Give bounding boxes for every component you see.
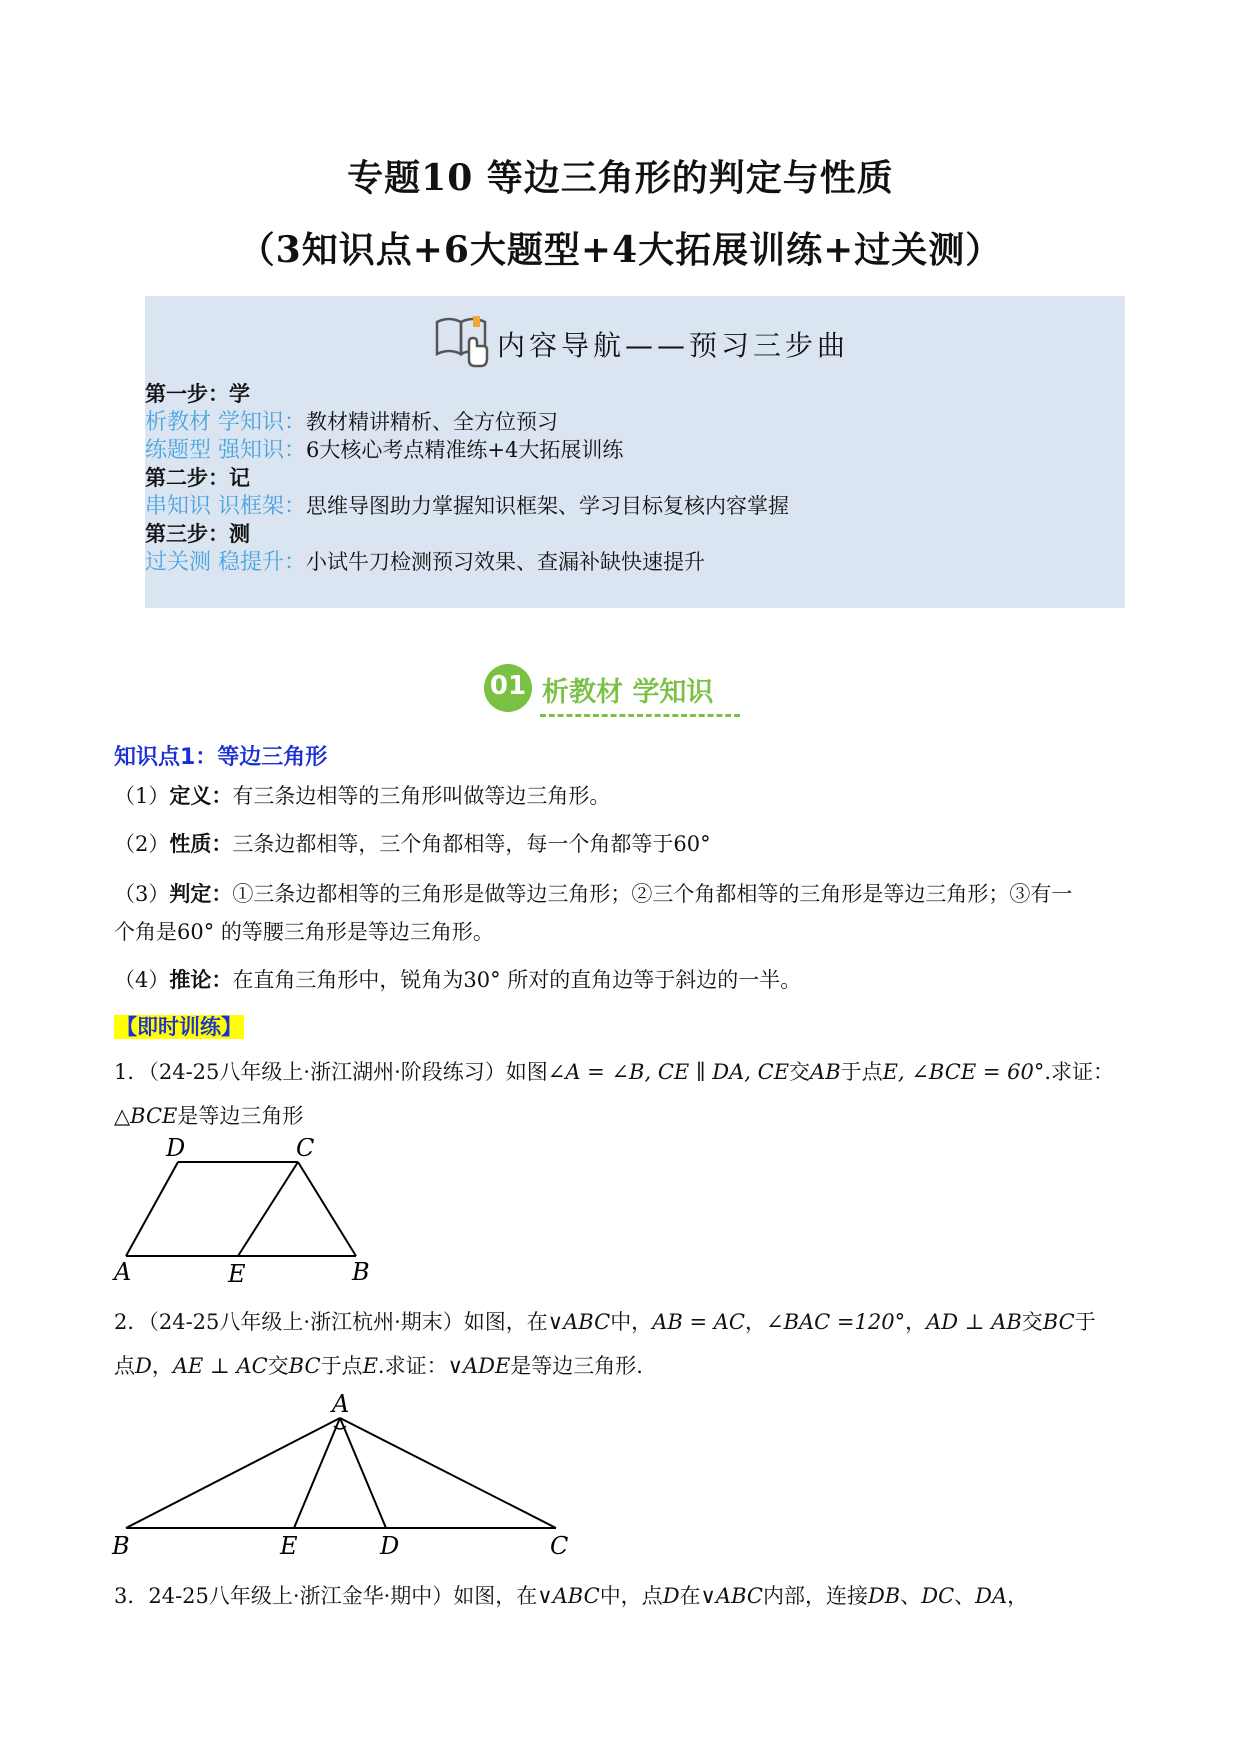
problem-2-line-2: 点D，AE ⊥ AC交BC于点E.求证：∨ADE是等边三角形. bbox=[114, 1354, 643, 1378]
nav-row-practice bbox=[145, 436, 623, 465]
section-badge bbox=[482, 662, 762, 718]
label-e: E bbox=[228, 1260, 246, 1288]
navigation-header bbox=[145, 308, 1125, 370]
nav-row-text: 小试牛刀检测预习效果、查漏补缺快速提升 bbox=[306, 550, 705, 574]
label-c: C bbox=[550, 1532, 569, 1558]
problem-1-line-1: 1．（24-25八年级上·浙江湖州·阶段练习）如图∠A = ∠B, CE ∥ DA, CE交AB于点E, ∠BCE = 60°.求证： bbox=[114, 1060, 1115, 1084]
navigation-title: 内容导航——预习三步曲 bbox=[497, 329, 850, 362]
problem-1-figure bbox=[108, 1138, 378, 1288]
nav-row-text: 思维导图助力掌握知识框架、学习目标复核内容掌握 bbox=[306, 494, 789, 518]
step-2-heading: 第二步：记 bbox=[145, 466, 250, 490]
nav-row-analyze bbox=[145, 408, 558, 437]
problem-2-line-1: 2．（24-25八年级上·浙江杭州·期末）如图，在∨ABC中，AB = AC，∠BAC =120°，AD ⊥ AB交BC于 bbox=[114, 1310, 1096, 1334]
label-a: A bbox=[332, 1390, 350, 1418]
label-b: B bbox=[352, 1258, 370, 1286]
knowledge-item-criteria: （3）判定：①三条边都相等的三角形是做等边三角形；②三个角都相等的三角形是等边三角形；③有一 bbox=[114, 882, 1073, 906]
content-navigation-box bbox=[145, 296, 1125, 608]
label-e: E bbox=[280, 1532, 298, 1558]
label-d: D bbox=[166, 1138, 186, 1162]
step-3-heading: 第三步：测 bbox=[145, 522, 250, 546]
label-d: D bbox=[380, 1532, 400, 1558]
page-subtitle: （3知识点+6大题型+4大拓展训练+过关测） bbox=[238, 229, 1003, 271]
knowledge-item-property: （2）性质：三条边都相等，三个角都相等，每一个角都等于60° bbox=[114, 832, 711, 856]
label-b: B bbox=[112, 1532, 130, 1558]
badge-number: 01 bbox=[489, 671, 527, 701]
problem-2-figure bbox=[108, 1388, 588, 1558]
step-1-heading: 第一步：学 bbox=[145, 382, 250, 406]
nav-row-label: 析教材 学知识： bbox=[145, 410, 306, 435]
label-c: C bbox=[296, 1138, 315, 1162]
book-pointer-icon bbox=[433, 312, 493, 368]
knowledge-item-definition: （1）定义：有三条边相等的三角形叫做等边三角形。 bbox=[114, 784, 611, 808]
problem-3-line-1: 3．24-25八年级上·浙江金华·期中）如图，在∨ABC中，点D在∨ABC内部，连接DB、DC、DA， bbox=[114, 1584, 1029, 1608]
page-title: 专题10 等边三角形的判定与性质 bbox=[347, 157, 894, 199]
label-a: A bbox=[114, 1258, 132, 1286]
nav-row-test bbox=[145, 548, 705, 577]
badge-text: 析教材 学知识 bbox=[542, 677, 714, 708]
knowledge-item-criteria-cont: 个角是60° 的等腰三角形是等边三角形。 bbox=[114, 920, 494, 944]
nav-row-text: 教材精讲精析、全方位预习 bbox=[306, 410, 558, 434]
nav-row-text: 6大核心考点精准练+4大拓展训练 bbox=[306, 438, 624, 462]
problem-1-line-2: △BCE是等边三角形 bbox=[114, 1104, 304, 1128]
badge-underline bbox=[540, 714, 740, 717]
nav-row-framework bbox=[145, 492, 789, 521]
training-label: 【即时训练】 bbox=[116, 1015, 242, 1039]
knowledge-item-corollary: （4）推论：在直角三角形中，锐角为30° 所对的直角边等于斜边的一半。 bbox=[114, 968, 802, 992]
nav-row-label: 过关测 稳提升： bbox=[145, 550, 306, 575]
nav-row-label: 练题型 强知识： bbox=[145, 438, 306, 463]
knowledge-heading: 知识点1：等边三角形 bbox=[114, 745, 328, 770]
nav-row-label: 串知识 识框架： bbox=[145, 494, 306, 519]
